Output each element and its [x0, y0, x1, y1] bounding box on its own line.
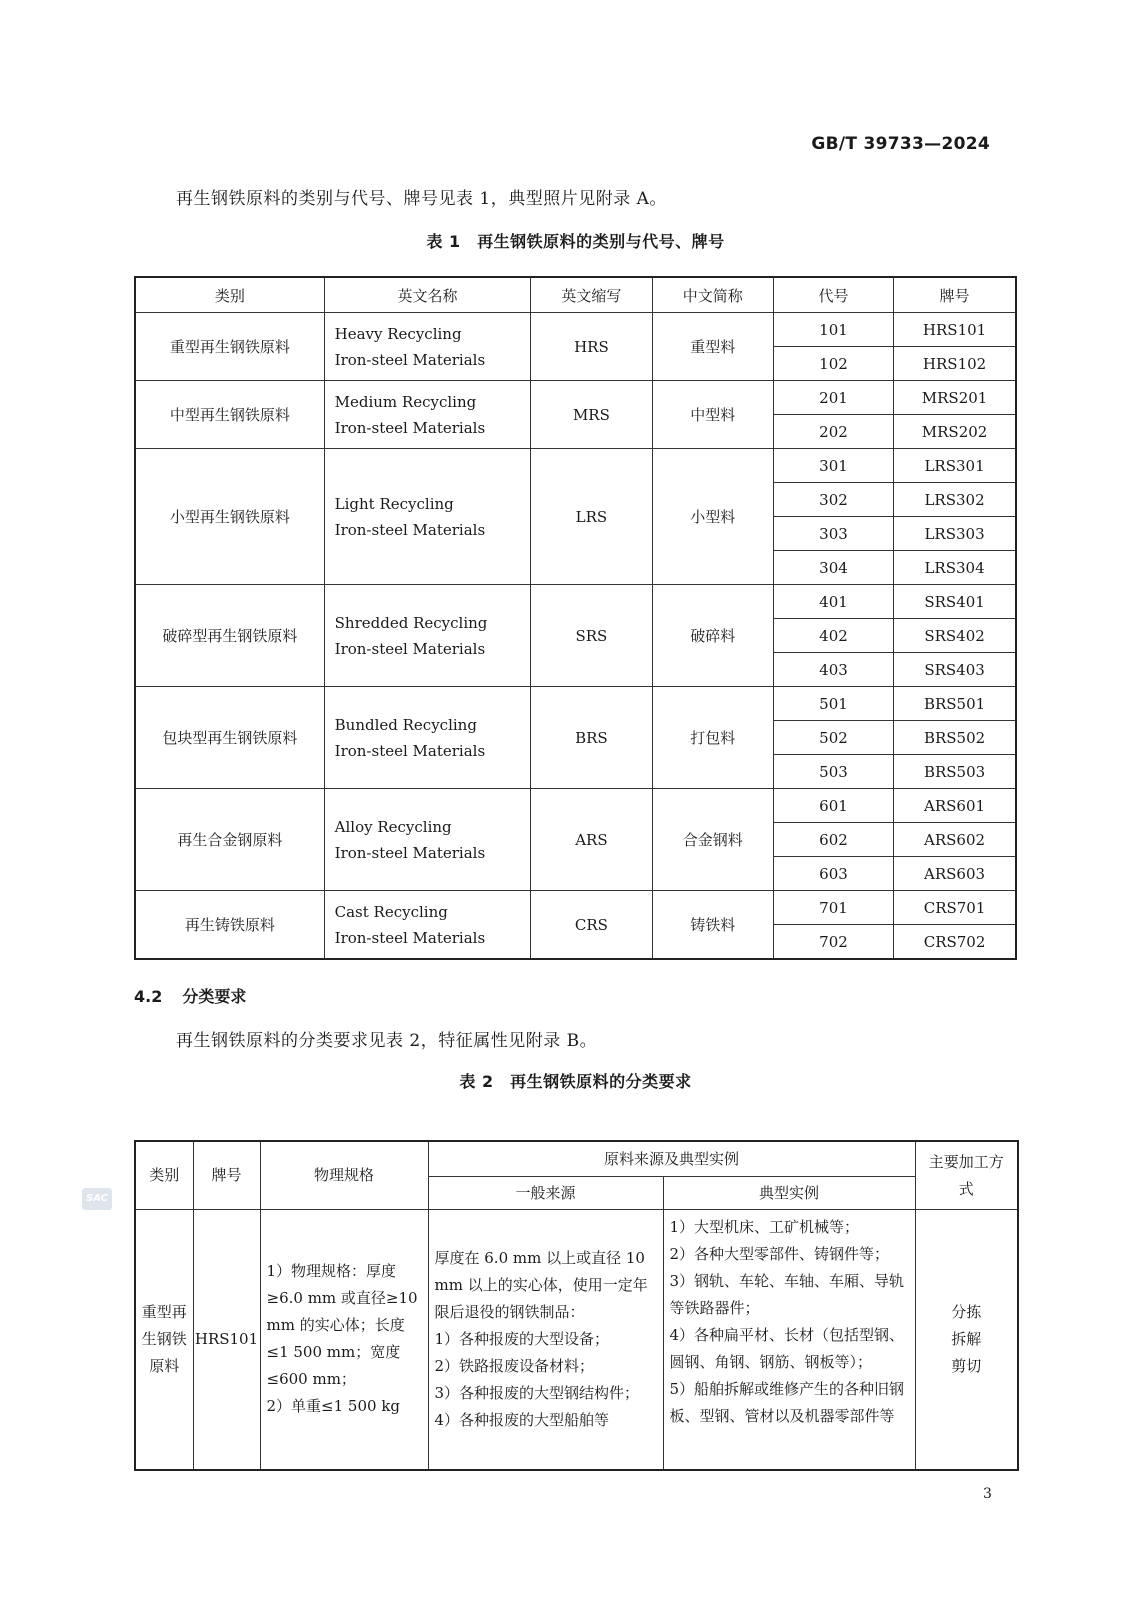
english-name-line: Iron-steel Materials — [334, 350, 486, 369]
english-name-line: Iron-steel Materials — [334, 928, 486, 947]
english-name-line: Alloy Recycling — [334, 817, 452, 836]
table1-header-cell: 代号 — [773, 277, 893, 313]
code-cell: 403 — [773, 653, 893, 687]
code-cell: 303 — [773, 517, 893, 551]
table1-row — [135, 585, 1016, 619]
t2-row-typical-example — [663, 1210, 915, 1470]
spec-line: 1）物理规格：厚度≥6.0 mm 或直径≥10 mm 的实心体；长度≤1 500 mm；宽度≤600 mm； — [266, 1262, 418, 1389]
english-name-line: Iron-steel Materials — [334, 741, 486, 760]
english-name-line: Cast Recycling — [334, 902, 448, 921]
grade-cell: ARS601 — [894, 789, 1016, 823]
source-line: 3）各种报废的大型钢结构件； — [434, 1383, 640, 1402]
table1-header-cell: 牌号 — [894, 277, 1016, 313]
abbreviation-cell: SRS — [531, 585, 652, 687]
code-cell: 702 — [773, 925, 893, 960]
t2-row-spec — [260, 1210, 428, 1470]
grade-cell: BRS501 — [894, 687, 1016, 721]
t2-row-grade: HRS101 — [193, 1210, 260, 1470]
t2-header-spec: 物理规格 — [260, 1141, 428, 1210]
grade-cell: CRS701 — [894, 891, 1016, 925]
t2-header-typical-example: 典型实例 — [663, 1177, 915, 1210]
t2-header-grade: 牌号 — [193, 1141, 260, 1210]
document-code: GB/T 39733—2024 — [811, 134, 990, 154]
page-number: 3 — [983, 1486, 992, 1502]
code-cell: 302 — [773, 483, 893, 517]
grade-cell: ARS602 — [894, 823, 1016, 857]
source-line: 1）各种报废的大型设备； — [434, 1329, 610, 1348]
abbreviation-cell: ARS — [531, 789, 652, 891]
table1-row — [135, 381, 1016, 415]
grade-cell: LRS302 — [894, 483, 1016, 517]
english-name-cell — [324, 687, 531, 789]
english-name-line: Iron-steel Materials — [334, 520, 486, 539]
code-cell: 601 — [773, 789, 893, 823]
sac-watermark-logo: SAC — [82, 1188, 112, 1210]
short-name-cell: 重型料 — [652, 313, 773, 381]
example-line: 1）大型机床、工矿机械等； — [669, 1218, 860, 1236]
table1-header-cell: 英文缩写 — [531, 277, 652, 313]
english-name-line: Light Recycling — [334, 494, 454, 513]
category-cell: 重型再生钢铁原料 — [135, 313, 324, 381]
english-name-line: Heavy Recycling — [334, 324, 462, 343]
code-cell: 202 — [773, 415, 893, 449]
category-cell: 小型再生钢铁原料 — [135, 449, 324, 585]
code-cell: 603 — [773, 857, 893, 891]
code-cell: 502 — [773, 721, 893, 755]
category-cell: 再生铸铁原料 — [135, 891, 324, 960]
t2-header-general-source: 一般来源 — [428, 1177, 663, 1210]
table1-row — [135, 449, 1016, 483]
category-cell: 中型再生钢铁原料 — [135, 381, 324, 449]
english-name-line: Shredded Recycling — [334, 613, 488, 632]
english-name-line: Iron-steel Materials — [334, 639, 486, 658]
t2-row-processing — [915, 1210, 1018, 1470]
short-name-cell: 合金钢料 — [652, 789, 773, 891]
grade-cell: LRS304 — [894, 551, 1016, 585]
processing-item: 分拣 — [951, 1302, 982, 1321]
short-name-cell: 打包料 — [652, 687, 773, 789]
grade-cell: MRS202 — [894, 415, 1016, 449]
english-name-cell — [324, 313, 531, 381]
grade-cell: LRS303 — [894, 517, 1016, 551]
abbreviation-cell: HRS — [531, 313, 652, 381]
example-line: 3）钢轨、车轮、车轴、车厢、导轨等铁路器件； — [669, 1272, 905, 1317]
short-name-cell: 小型料 — [652, 449, 773, 585]
code-cell: 602 — [773, 823, 893, 857]
grade-cell: SRS403 — [894, 653, 1016, 687]
grade-cell: SRS401 — [894, 585, 1016, 619]
t2-header-category: 类别 — [135, 1141, 193, 1210]
code-cell: 301 — [773, 449, 893, 483]
category-cell: 破碎型再生钢铁原料 — [135, 585, 324, 687]
section-4-2-heading — [134, 984, 246, 1007]
code-cell: 304 — [773, 551, 893, 585]
table1-header-cell: 英文名称 — [324, 277, 531, 313]
t2-header-source-group: 原料来源及典型实例 — [428, 1141, 915, 1177]
code-cell: 201 — [773, 381, 893, 415]
table1-row — [135, 687, 1016, 721]
table1-caption: 表 1 再生钢铁原料的类别与代号、牌号 — [426, 232, 725, 251]
processing-item: 剪切 — [951, 1356, 982, 1375]
example-line: 4）各种扁平材、长材（包括型钢、圆钢、角钢、钢筋、钢板等）； — [669, 1326, 905, 1371]
english-name-line: Bundled Recycling — [334, 715, 477, 734]
table2-caption: 表 2 再生钢铁原料的分类要求 — [459, 1072, 692, 1091]
t2-row-general-source — [428, 1210, 663, 1470]
english-name-cell — [324, 381, 531, 449]
section-paragraph: 再生钢铁原料的分类要求见表 2，特征属性见附录 B。 — [176, 1031, 598, 1051]
grade-cell: SRS402 — [894, 619, 1016, 653]
grade-cell: ARS603 — [894, 857, 1016, 891]
example-line: 5）船舶拆解或维修产生的各种旧钢板、型钢、管材以及机器零部件等 — [669, 1380, 905, 1425]
source-line: 2）铁路报废设备材料； — [434, 1356, 595, 1375]
short-name-cell: 中型料 — [652, 381, 773, 449]
grade-cell: HRS101 — [894, 313, 1016, 347]
code-cell: 402 — [773, 619, 893, 653]
abbreviation-cell: CRS — [531, 891, 652, 960]
english-name-cell — [324, 891, 531, 960]
processing-item: 拆解 — [951, 1329, 982, 1348]
table1-header-row — [135, 277, 1016, 313]
abbreviation-cell: BRS — [531, 687, 652, 789]
english-name-cell — [324, 585, 531, 687]
section-number: 4.2 — [134, 987, 163, 1006]
table1-row — [135, 891, 1016, 925]
grade-cell: LRS301 — [894, 449, 1016, 483]
table1-header-cell: 类别 — [135, 277, 324, 313]
table1-header-cell: 中文简称 — [652, 277, 773, 313]
grade-cell: MRS201 — [894, 381, 1016, 415]
english-name-cell — [324, 789, 531, 891]
abbreviation-cell: MRS — [531, 381, 652, 449]
english-name-cell — [324, 449, 531, 585]
source-line: 4）各种报废的大型船舶等 — [434, 1410, 610, 1429]
code-cell: 401 — [773, 585, 893, 619]
category-cell: 包块型再生钢铁原料 — [135, 687, 324, 789]
intro-paragraph: 再生钢铁原料的类别与代号、牌号见表 1，典型照片见附录 A。 — [176, 189, 667, 209]
t2-row-category: 重型再生钢铁原料 — [135, 1210, 193, 1470]
source-line: 厚度在 6.0 mm 以上或直径 10 mm 以上的实心体，使用一定年限后退役的钢铁制品： — [434, 1248, 648, 1321]
example-line: 2）各种大型零部件、铸钢件等； — [669, 1245, 890, 1263]
grade-cell: CRS702 — [894, 925, 1016, 960]
english-name-line: Iron-steel Materials — [334, 418, 486, 437]
table1-row — [135, 789, 1016, 823]
code-cell: 503 — [773, 755, 893, 789]
code-cell: 501 — [773, 687, 893, 721]
section-title: 分类要求 — [182, 987, 247, 1006]
code-cell: 102 — [773, 347, 893, 381]
table2 — [134, 1140, 1019, 1471]
short-name-cell: 铸铁料 — [652, 891, 773, 960]
table1 — [134, 276, 1017, 960]
t2-header-processing: 主要加工方式 — [915, 1141, 1018, 1210]
code-cell: 101 — [773, 313, 893, 347]
grade-cell: BRS502 — [894, 721, 1016, 755]
short-name-cell: 破碎料 — [652, 585, 773, 687]
grade-cell: HRS102 — [894, 347, 1016, 381]
code-cell: 701 — [773, 891, 893, 925]
grade-cell: BRS503 — [894, 755, 1016, 789]
abbreviation-cell: LRS — [531, 449, 652, 585]
english-name-line: Iron-steel Materials — [334, 843, 486, 862]
english-name-line: Medium Recycling — [334, 392, 477, 411]
spec-line: 2）单重≤1 500 kg — [266, 1397, 401, 1416]
category-cell: 再生合金钢原料 — [135, 789, 324, 891]
table1-row — [135, 313, 1016, 347]
